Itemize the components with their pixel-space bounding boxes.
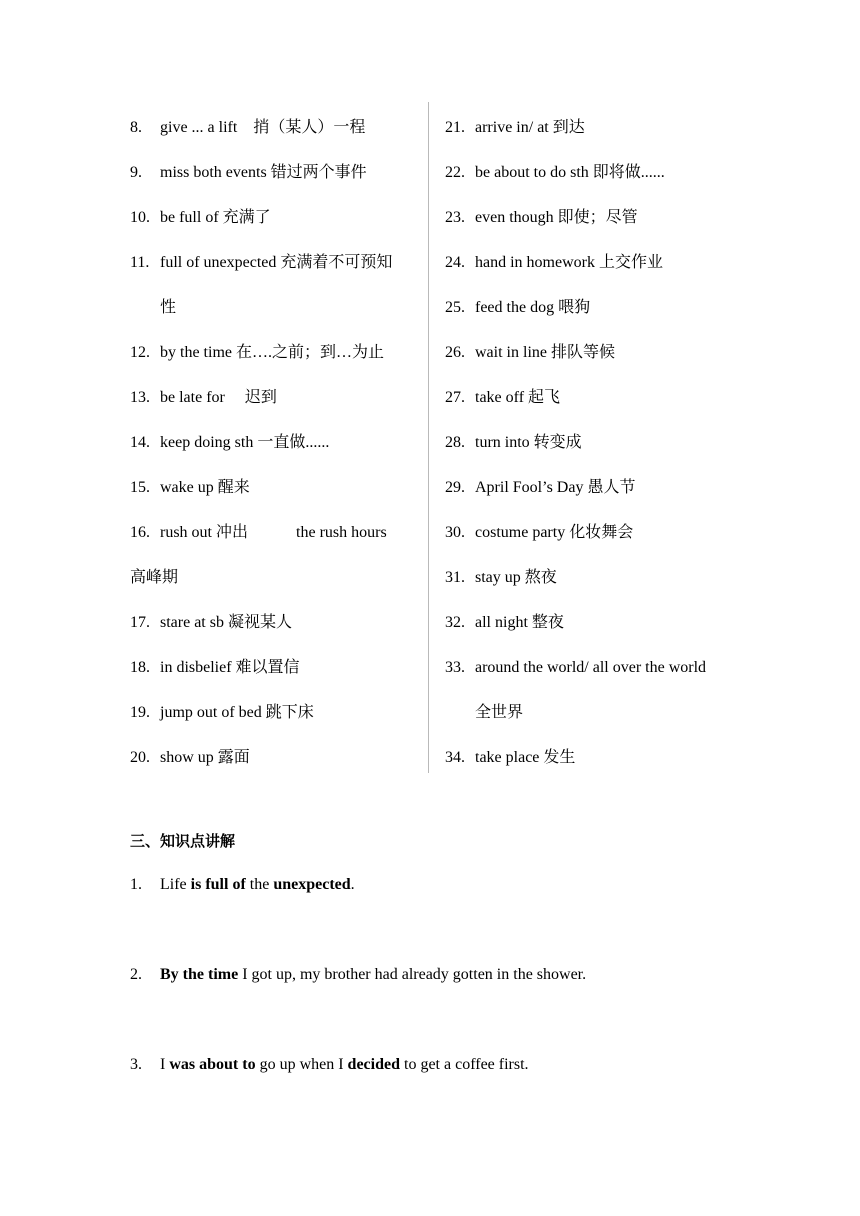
item-number: 28. — [445, 434, 465, 451]
item-text: be about to do sth 即将做...... — [475, 164, 665, 181]
item-number: 24. — [445, 254, 465, 271]
sentence-fragment: the — [245, 876, 274, 893]
sentence-number: 3. — [130, 1056, 142, 1073]
sentence-text — [160, 966, 586, 983]
item-text: costume party 化妆舞会 — [475, 524, 634, 541]
item-text: wake up 醒来 — [160, 479, 250, 496]
vocab-item — [445, 150, 745, 195]
vocab-item — [130, 645, 422, 690]
vocab-item — [445, 375, 745, 420]
sentence-fragment: go up when I — [255, 1056, 348, 1073]
item-number: 18. — [130, 659, 150, 676]
sentence-fragment: I — [160, 1056, 170, 1073]
sentence-text — [160, 1056, 529, 1073]
sentence-number: 1. — [130, 876, 142, 893]
item-number: 31. — [445, 569, 465, 586]
item-number: 22. — [445, 164, 465, 181]
item-text: feed the dog 喂狗 — [475, 299, 591, 316]
item-text: stay up 熬夜 — [475, 569, 557, 586]
vocab-item — [130, 420, 422, 465]
item-number: 17. — [130, 614, 150, 631]
item-number: 21. — [445, 119, 465, 136]
item-number: 10. — [130, 209, 150, 226]
vocab-item — [130, 195, 422, 240]
item-number: 13. — [130, 389, 150, 406]
vocab-item — [445, 330, 745, 375]
item-text: all night 整夜 — [475, 614, 564, 631]
sentence-fragment-bold: unexpected — [273, 876, 351, 893]
item-text: by the time 在….之前；到…为止 — [160, 344, 384, 361]
item-number: 30. — [445, 524, 465, 541]
item-number: 20. — [130, 749, 150, 766]
vocab-item-continuation: 全世界 — [475, 704, 524, 721]
item-text: jump out of bed 跳下床 — [160, 704, 314, 721]
item-text: take place 发生 — [475, 749, 576, 766]
vocab-item — [445, 465, 745, 510]
item-number: 14. — [130, 434, 150, 451]
vocab-item — [445, 285, 745, 330]
vocab-item — [130, 375, 422, 420]
vocab-item — [130, 240, 422, 285]
item-number: 11. — [130, 254, 150, 271]
vocab-item — [445, 105, 745, 150]
vocab-item — [130, 105, 422, 150]
item-text: in disbelief 难以置信 — [160, 659, 300, 676]
item-number: 29. — [445, 479, 465, 496]
sentence-fragment-bold: decided — [347, 1056, 400, 1073]
vocab-item — [445, 420, 745, 465]
item-number: 25. — [445, 299, 465, 316]
item-text: rush out 冲出 — [160, 524, 249, 541]
item-text: full of unexpected 充满着不可预知 — [160, 254, 393, 271]
item-number: 34. — [445, 749, 465, 766]
item-number: 33. — [445, 659, 465, 676]
item-text: wait in line 排队等候 — [475, 344, 615, 361]
item-number: 27. — [445, 389, 465, 406]
item-number: 26. — [445, 344, 465, 361]
vocab-item — [445, 735, 745, 780]
item-number: 15. — [130, 479, 150, 496]
vocab-item — [130, 150, 422, 195]
vocab-item — [130, 690, 422, 735]
item-text: keep doing sth 一直做...... — [160, 434, 330, 451]
vocab-item-continuation: 高峰期 — [130, 569, 179, 586]
vocab-item — [130, 465, 422, 510]
item-number: 12. — [130, 344, 150, 361]
item-text: be late for 迟到 — [160, 389, 277, 406]
item-text: around the world/ all over the world — [475, 659, 707, 676]
item-number: 8. — [130, 119, 142, 136]
vocab-item — [130, 600, 422, 645]
item-number: 23. — [445, 209, 465, 226]
vocab-list-right — [445, 105, 745, 780]
sentence-fragment-bold: is full of — [190, 876, 246, 893]
item-number: 9. — [130, 164, 142, 181]
vocab-item — [445, 510, 745, 555]
item-number: 16. — [130, 524, 150, 541]
sentence-text — [160, 876, 355, 893]
example-sentence — [130, 962, 586, 988]
sentence-fragment: I got up, my brother had already gotten in the shower. — [238, 966, 587, 983]
item-text: stare at sb 凝视某人 — [160, 614, 292, 631]
item-text: give ... a lift 捎（某人）一程 — [160, 119, 366, 136]
vocab-item — [445, 600, 745, 645]
sentence-number: 2. — [130, 966, 142, 983]
example-sentence — [130, 1052, 529, 1078]
item-number: 32. — [445, 614, 465, 631]
example-sentence — [130, 872, 355, 898]
item-text: show up 露面 — [160, 749, 250, 766]
item-text: hand in homework 上交作业 — [475, 254, 663, 271]
vocab-item — [130, 510, 422, 555]
vocab-item — [445, 555, 745, 600]
sentence-fragment: Life — [160, 876, 191, 893]
sentence-fragment: to get a coffee first. — [400, 1056, 529, 1073]
vocab-list-left — [130, 105, 422, 780]
vocab-item — [130, 735, 422, 780]
column-divider — [428, 102, 429, 773]
vocab-item-continuation: 性 — [160, 299, 177, 316]
item-number: 19. — [130, 704, 150, 721]
item-text: arrive in/ at 到达 — [475, 119, 585, 136]
sentence-fragment-bold: By the time — [160, 966, 239, 983]
item-text: even though 即使；尽管 — [475, 209, 638, 226]
section-heading: 三、知识点讲解 — [130, 832, 236, 850]
sentence-fragment: . — [350, 876, 355, 893]
item-text: be full of 充满了 — [160, 209, 271, 226]
vocab-item — [130, 330, 422, 375]
item-text: April Fool’s Day 愚人节 — [475, 479, 636, 496]
item-text: take off 起飞 — [475, 389, 561, 406]
vocab-item — [445, 195, 745, 240]
vocab-item — [445, 240, 745, 285]
item-text: turn into 转变成 — [475, 434, 582, 451]
item-text-secondary: the rush hours — [296, 524, 387, 541]
sentence-fragment-bold: was about to — [169, 1056, 256, 1073]
vocab-item — [445, 645, 745, 690]
item-text: miss both events 错过两个事件 — [160, 164, 367, 181]
